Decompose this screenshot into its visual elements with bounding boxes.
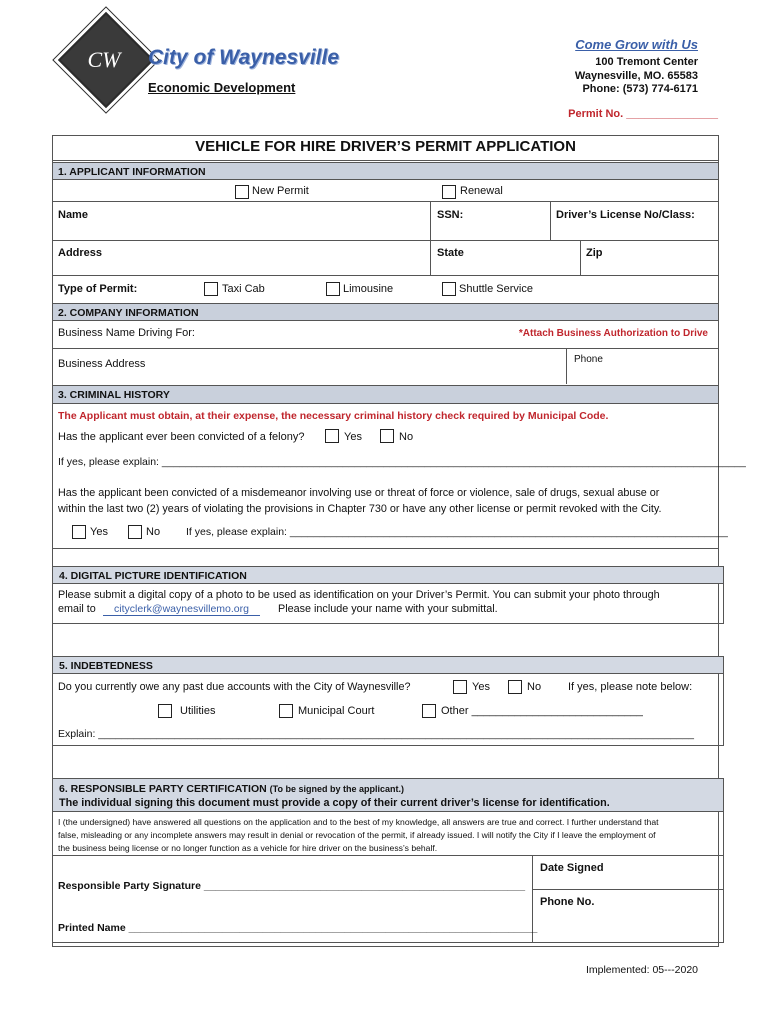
section1-heading: 1. APPLICANT INFORMATION xyxy=(52,162,719,180)
municipal-court-checkbox[interactable] xyxy=(279,704,293,718)
taxi-label: Taxi Cab xyxy=(222,283,265,295)
renewal-label: Renewal xyxy=(460,185,503,197)
debt-yes-checkbox[interactable] xyxy=(453,680,467,694)
divider xyxy=(52,348,719,349)
debt-note: If yes, please note below: xyxy=(568,681,693,693)
certification-line1: I (the undersigned) have answered all questions on the application and to the best of my knowledge, all answers are true and correct. I further understand that xyxy=(58,817,659,827)
city-phone: Phone: (573) 774-6171 xyxy=(582,83,698,95)
address-line2: Waynesville, MO. 65583 xyxy=(574,69,698,82)
misdemeanor-no-checkbox[interactable] xyxy=(128,525,142,539)
other-checkbox[interactable] xyxy=(422,704,436,718)
divider xyxy=(52,160,719,161)
divider xyxy=(580,240,581,275)
section3-heading: 3. CRIMINAL HISTORY xyxy=(52,385,719,404)
permit-number-field[interactable]: Permit No. _______________ xyxy=(568,108,718,120)
name-field[interactable]: Name xyxy=(58,209,88,221)
type-of-permit-label: Type of Permit: xyxy=(58,283,138,295)
divider xyxy=(52,275,719,276)
debt-explain-field[interactable]: Explain: ______________________________________________________________________________________________________ xyxy=(58,728,694,740)
section6-heading-band xyxy=(52,778,724,812)
tagline: Come Grow with Us xyxy=(575,37,698,52)
form-title: VEHICLE FOR HIRE DRIVER’S PERMIT APPLICATION xyxy=(195,138,576,155)
city-address xyxy=(575,56,698,97)
new-permit-checkbox[interactable] xyxy=(235,185,249,199)
felony-yes-checkbox[interactable] xyxy=(325,429,339,443)
misdemeanor-question-line2: within the last two (2) years of violating the provisions in Chapter 730 or have any other license or permit revoked with the City. xyxy=(58,503,662,515)
attach-notice: *Attach Business Authorization to Drive xyxy=(518,328,708,339)
certification-line2: false, misleading or any incomplete answers may result in denial or revocation of the permit, if already issued. I will notify the City if I leave the employment of xyxy=(58,830,656,840)
business-name-field[interactable]: Business Name Driving For: xyxy=(58,327,195,339)
taxi-checkbox[interactable] xyxy=(204,282,218,296)
debt-yes-label: Yes xyxy=(472,681,490,693)
section6-heading-note: (To be signed by the applicant.) xyxy=(269,784,404,794)
indebtedness-question: Do you currently owe any past due accounts with the City of Waynesville? xyxy=(58,681,411,693)
new-permit-label: New Permit xyxy=(252,185,309,197)
utilities-label: Utilities xyxy=(180,705,216,717)
address-line1: 100 Tremont Center xyxy=(595,56,698,68)
zip-field[interactable]: Zip xyxy=(586,247,603,259)
misdemeanor-yes-checkbox[interactable] xyxy=(72,525,86,539)
divider xyxy=(52,201,719,202)
shuttle-label: Shuttle Service xyxy=(459,283,533,295)
printed-name-field[interactable]: Printed Name ______________________________________________________________________ xyxy=(58,922,538,934)
implemented-date: Implemented: 05---2020 xyxy=(585,964,698,976)
divider xyxy=(52,240,719,241)
felony-question: Has the applicant ever been convicted of a felony? xyxy=(58,431,305,443)
city-logo-letters: CW xyxy=(87,47,121,72)
felony-yes-label: Yes xyxy=(344,431,362,443)
certification-line3: the business being license or no longer function as a vehicle for hire driver on the business’s behalf. xyxy=(58,843,438,853)
section6-subheading: The individual signing this document must provide a copy of their current driver’s license for identification. xyxy=(59,797,610,809)
divider xyxy=(532,889,724,890)
city-name: City of Waynesville xyxy=(148,46,340,69)
divider xyxy=(52,855,724,856)
divider xyxy=(566,348,567,384)
section2-heading: 2. COMPANY INFORMATION xyxy=(52,303,719,321)
felony-no-label: No xyxy=(399,431,414,443)
municipal-court-label: Municipal Court xyxy=(298,705,375,717)
section5-heading: 5. INDEBTEDNESS xyxy=(52,656,724,674)
limousine-label: Limousine xyxy=(343,283,394,295)
license-field[interactable]: Driver’s License No/Class: xyxy=(556,209,695,221)
misdemeanor-explain-field[interactable]: If yes, please explain: ___________________________________________________________________________ xyxy=(186,526,728,538)
divider xyxy=(430,201,431,275)
debt-no-label: No xyxy=(527,681,542,693)
felony-no-checkbox[interactable] xyxy=(380,429,394,443)
misdemeanor-question-line1: Has the applicant been convicted of a misdemeanor involving use or threat of force or violence, sale of drugs, sexual abuse or xyxy=(58,487,660,499)
photo-instructions: Please submit a digital copy of a photo to be used as identification on your Driver’s Permit. You can submit your photo through xyxy=(58,589,660,601)
email-prefix: email to xyxy=(58,603,96,615)
felony-explain-field[interactable]: If yes, please explain: ____________________________________________________________________________________________________ xyxy=(58,456,746,468)
misdemeanor-yes-label: Yes xyxy=(90,526,108,538)
business-phone-field[interactable]: Phone xyxy=(574,354,603,365)
photo-name-note: Please include your name with your submittal. xyxy=(278,603,498,615)
other-field[interactable]: Other ____________________________ xyxy=(441,705,643,717)
ssn-field[interactable]: SSN: xyxy=(437,209,464,221)
divider xyxy=(550,201,551,241)
department-name: Economic Development xyxy=(148,80,296,95)
divider xyxy=(52,548,719,549)
debt-no-checkbox[interactable] xyxy=(508,680,522,694)
business-address-field[interactable]: Business Address xyxy=(58,358,146,370)
clerk-email-link[interactable]: cityclerk@waynesvillemo.org xyxy=(103,603,260,616)
state-field[interactable]: State xyxy=(437,247,464,259)
utilities-checkbox[interactable] xyxy=(158,704,172,718)
shuttle-checkbox[interactable] xyxy=(442,282,456,296)
section6-heading: 6. RESPONSIBLE PARTY CERTIFICATION xyxy=(59,783,267,795)
renewal-checkbox[interactable] xyxy=(442,185,456,199)
section4-heading: 4. DIGITAL PICTURE IDENTIFICATION xyxy=(52,566,724,584)
misdemeanor-no-label: No xyxy=(146,526,161,538)
date-signed-field[interactable]: Date Signed xyxy=(540,862,604,874)
criminal-notice: The Applicant must obtain, at their expense, the necessary criminal history check required by Municipal Code. xyxy=(58,410,609,422)
address-field[interactable]: Address xyxy=(58,247,103,259)
signature-field[interactable]: Responsible Party Signature _______________________________________________________ xyxy=(58,880,526,892)
phone-number-field[interactable]: Phone No. xyxy=(540,896,595,908)
limousine-checkbox[interactable] xyxy=(326,282,340,296)
